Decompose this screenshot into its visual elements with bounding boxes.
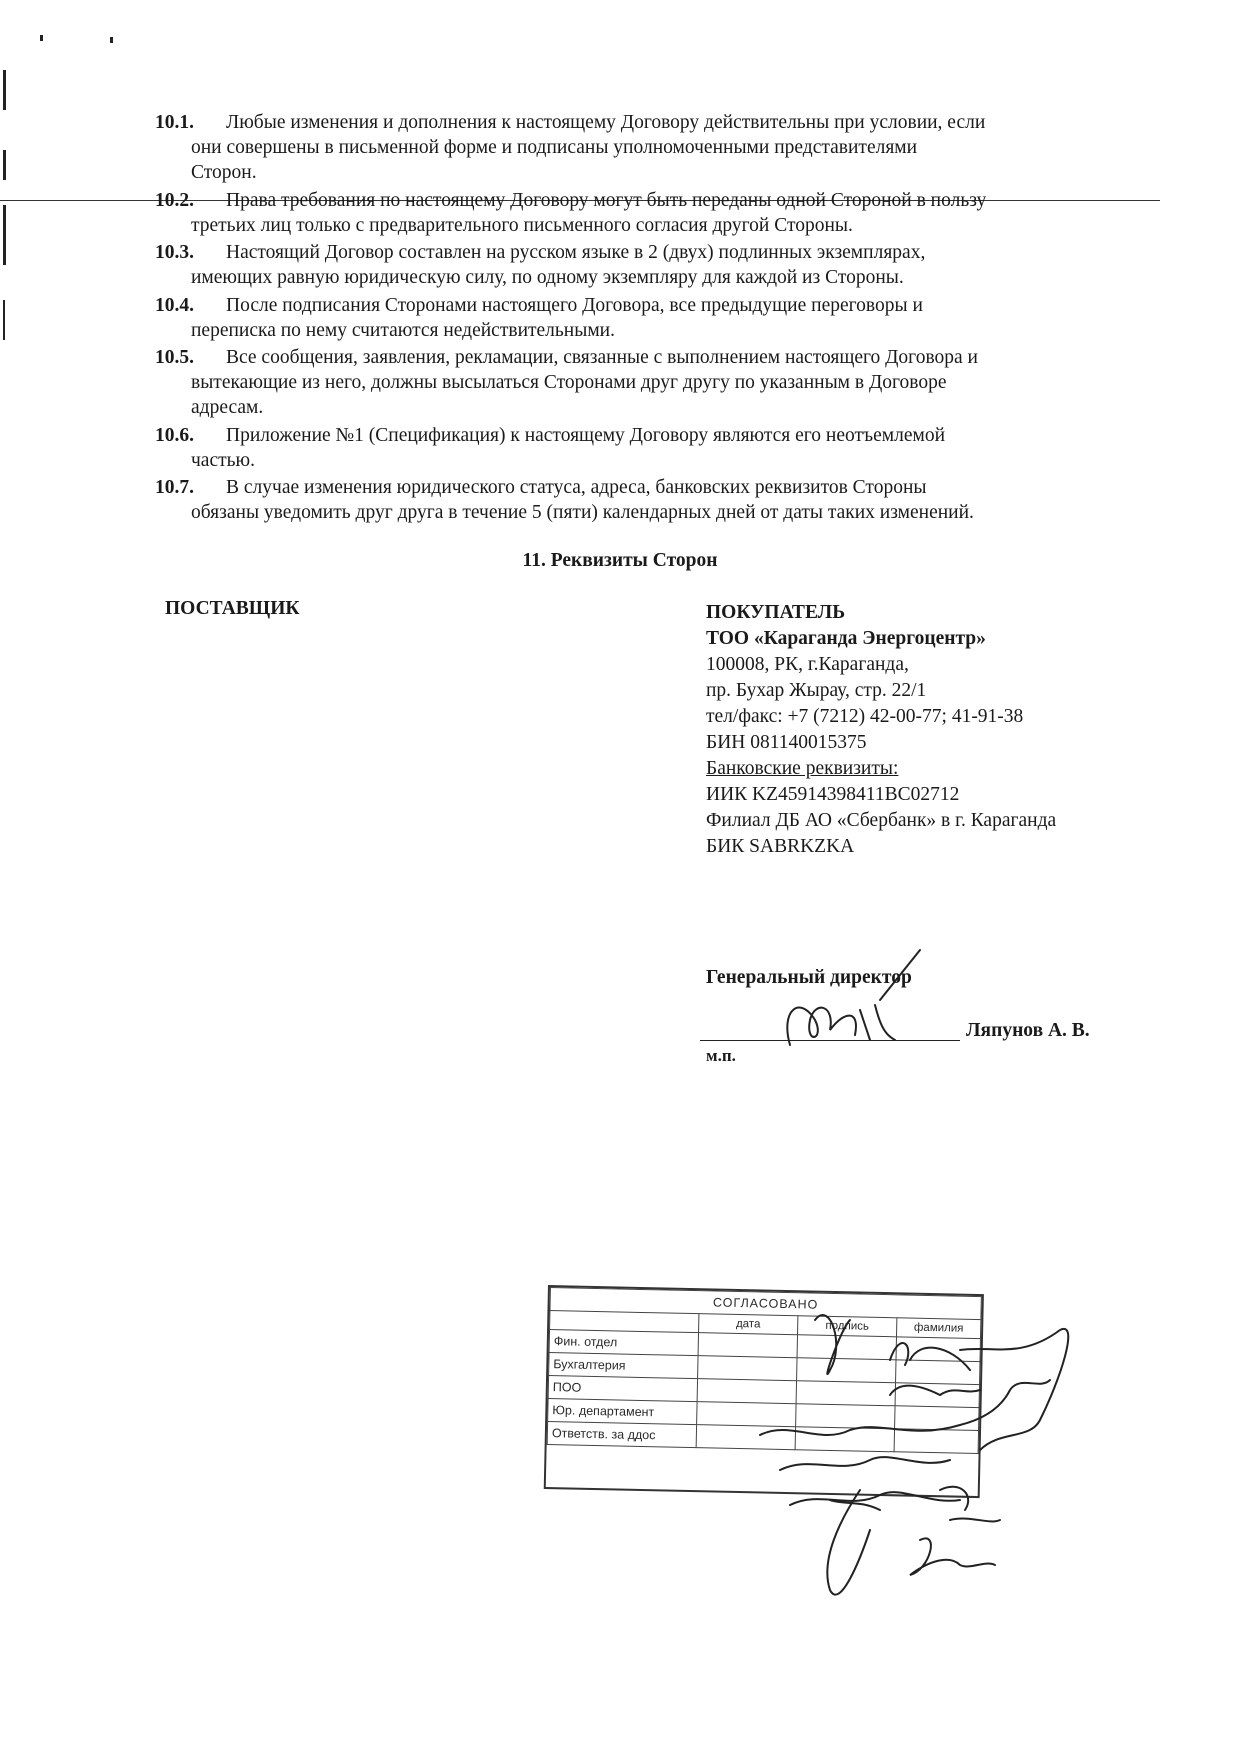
clause-line: они совершены в письменной форме и подписаны уполномоченными представителями — [191, 137, 918, 158]
clause-10-5 — [155, 345, 1115, 420]
buyer-address-line: 100008, РК, г.Караганда, — [706, 654, 909, 675]
approval-stamp — [544, 1285, 984, 1498]
clause-number: 10.2. — [155, 190, 194, 211]
clause-line: Приложение №1 (Спецификация) к настоящему Договору являются его неотъемлемой — [226, 425, 946, 446]
clause-line: обязаны уведомить друг друга в течение 5 (пяти) календарных дней от даты таких изменений. — [191, 502, 974, 523]
clause-line: Права требования по настоящему Договору могут быть переданы одной Стороной в пользу — [226, 190, 987, 211]
buyer-iik: ИИК KZ45914398411BC02712 — [706, 784, 960, 805]
stamp-row-label: Бухгалтерия — [549, 1353, 698, 1379]
clause-10-1 — [155, 110, 1115, 185]
buyer-requisites — [706, 600, 1056, 860]
clause-10-7 — [155, 475, 1115, 525]
stamp-column-header: фамилия — [896, 1318, 980, 1339]
clause-line: После подписания Сторонами настоящего Договора, все предыдущие переговоры и — [226, 295, 923, 316]
buyer-label: ПОКУПАТЕЛЬ — [706, 602, 846, 623]
clause-10-2 — [155, 188, 1115, 238]
director-title: Генеральный директор — [706, 967, 912, 988]
buyer-bin: БИН 081140015375 — [706, 732, 867, 753]
stamp-row-label: Ответств. за ддос — [547, 1422, 696, 1448]
clause-number: 10.7. — [155, 477, 194, 498]
approval-signature — [827, 1490, 870, 1595]
signature-line — [700, 1040, 960, 1041]
buyer-phone: тел/факс: +7 (7212) 42-00-77; 41-91-38 — [706, 706, 1024, 727]
clause-line: Настоящий Договор составлен на русском языке в 2 (двух) подлинных экземплярах, — [226, 242, 926, 263]
stamp-row-label: ПОО — [548, 1376, 697, 1402]
scan-edge-mark — [110, 37, 113, 43]
clause-number: 10.3. — [155, 242, 194, 263]
stamp-title: СОГЛАСОВАНО — [550, 1288, 981, 1320]
buyer-bik: БИК SABRKZKA — [706, 836, 855, 857]
scan-edge-mark — [3, 70, 6, 110]
stamp-row-label: Юр. департамент — [548, 1399, 697, 1425]
stamp-column-header: дата — [699, 1314, 798, 1335]
clause-line: вытекающие из него, должны высылаться Сторонами друг другу по указанным в Договоре — [191, 372, 947, 393]
clause-line: Сторон. — [191, 162, 257, 183]
buyer-bank: Филиал ДБ АО «Сбербанк» в г. Караганда — [706, 810, 1057, 831]
clause-line: Все сообщения, заявления, рекламации, связанные с выполнением настоящего Договора и — [226, 347, 978, 368]
clause-number: 10.5. — [155, 347, 194, 368]
clause-10-3 — [155, 240, 1115, 290]
clause-line: переписка по нему считаются недействительными. — [191, 320, 615, 341]
clause-line: третьих лиц только с предварительного письменного согласия другой Стороны. — [191, 215, 853, 236]
scan-edge-mark — [3, 150, 6, 180]
approval-signature — [830, 1500, 880, 1510]
supplier-label: ПОСТАВЩИК — [165, 598, 300, 619]
clause-10-4 — [155, 293, 1115, 343]
clause-line: имеющих равную юридическую силу, по одному экземпляру для каждой из Стороны. — [191, 267, 904, 288]
director-signature — [787, 950, 920, 1045]
bank-details-title: Банковские реквизиты: — [706, 758, 899, 779]
section-title: 11. Реквизиты Сторон — [522, 550, 718, 571]
clause-line: Любые изменения и дополнения к настоящему Договору действительны при условии, если — [226, 112, 986, 133]
clause-line: В случае изменения юридического статуса, адреса, банковских реквизитов Стороны — [226, 477, 927, 498]
clause-number: 10.4. — [155, 295, 194, 316]
clause-line: частью. — [191, 450, 255, 471]
clause-number: 10.6. — [155, 425, 194, 446]
approval-table — [547, 1287, 982, 1454]
clause-line: адресам. — [191, 397, 264, 418]
clause-10-6 — [155, 423, 1115, 473]
seal-place: м.п. — [706, 1046, 736, 1065]
buyer-address-line: пр. Бухар Жырау, стр. 22/1 — [706, 680, 927, 701]
approval-signature — [910, 1538, 995, 1575]
signer-name: Ляпунов А. В. — [966, 1020, 1090, 1041]
scan-edge-mark — [40, 35, 43, 41]
scan-edge-mark — [3, 205, 6, 265]
clause-number: 10.1. — [155, 112, 194, 133]
buyer-name: ТОО «Караганда Энергоцентр» — [706, 628, 986, 649]
stamp-row-label: Фин. отдел — [549, 1330, 698, 1356]
stamp-column-header: подпись — [798, 1316, 897, 1337]
scan-edge-mark — [3, 300, 5, 340]
